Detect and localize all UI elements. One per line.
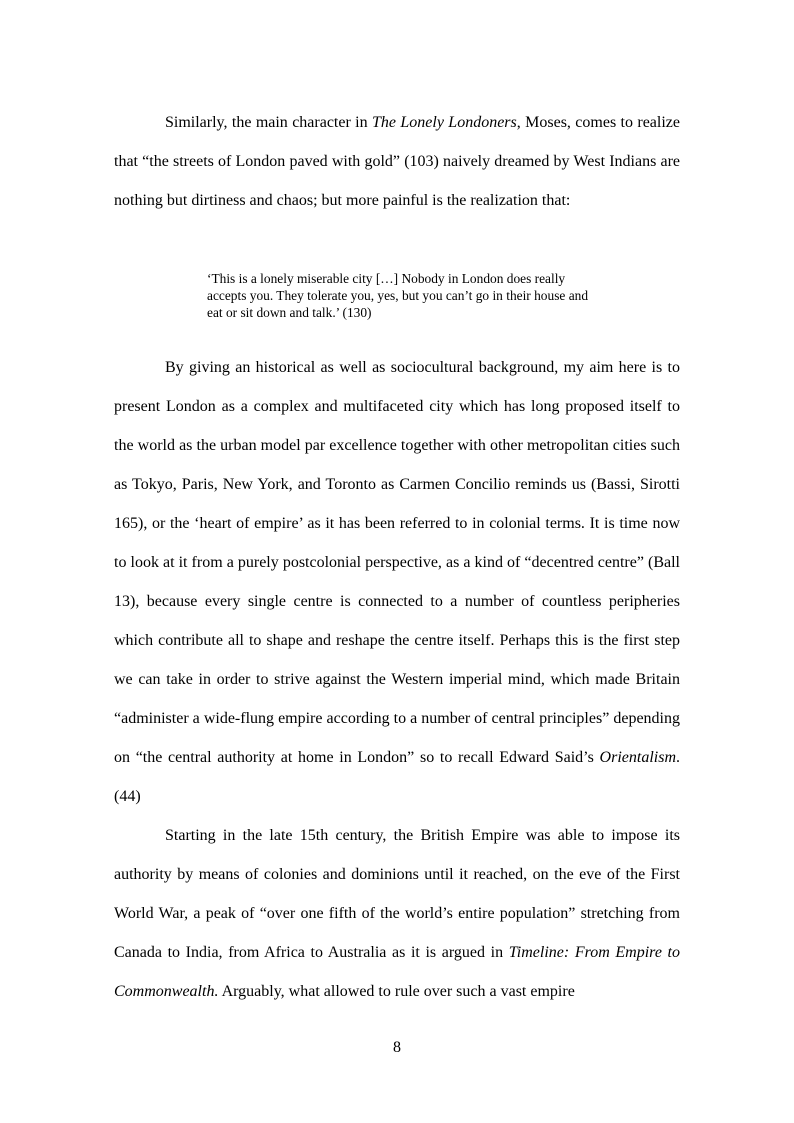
page-number: 8 [393,1039,401,1056]
block-quote: ‘This is a lonely miserable city […] Nobody in London does really accepts you. They tolerate you, yes, but you can’t go in their house and eat or sit down and talk.’ (130) [207,271,589,320]
book-title-orientalism: Orientalism [599,749,676,766]
paragraph-text: . (44) [114,749,680,805]
paragraph-text: Similarly, the main character in [165,114,372,131]
paragraph-text: Arguably, what allowed to rule over such a vast empire [218,983,575,1000]
book-title-timeline: Timeline: From Empire to Commonwealth. [114,944,680,1000]
paragraph-british-empire [114,816,680,1011]
paragraph-lonely-londoners [114,103,680,220]
paragraph-text: By giving an historical as well as sociocultural background, my aim here is to present London as a complex and multifaceted city which has long proposed itself to the world as the urban model par excellence together with other metropolitan cities such as Tokyo, Paris, New York, and Toronto as Carmen Concilio reminds us (Bassi, Sirotti 165), or the ‘heart of empire’ as it has been referred to in colonial terms. It is time now to look at it from a purely postcolonial perspective, as a kind of “decentred centre” (Ball 13), because every single centre is connected to a number of countless peripheries which contribute all to shape and reshape the centre itself. Perhaps this is the first step we can take in order to strive against the Western imperial mind, which made Britain “administer a wide-flung empire according to a number of central principles” depending on “the central authority at home in London” so to recall Edward Said’s [114,359,680,766]
paragraph-text: Starting in the late 15th century, the British Empire was able to impose its authority by means of colonies and dominions until it reached, on the eve of the First World War, a peak of “over one fifth of the world’s entire population” stretching from Canada to India, from Africa to Australia as it is argued in [114,827,680,961]
book-title-lonely-londoners: The Lonely Londoners [372,114,517,131]
paragraph-london-background [114,348,680,816]
paragraph-text: , Moses, comes to realize that “the streets of London paved with gold” (103) naively dreamed by West Indians are nothing but dirtiness and chaos; but more painful is the realization that: [114,114,681,209]
